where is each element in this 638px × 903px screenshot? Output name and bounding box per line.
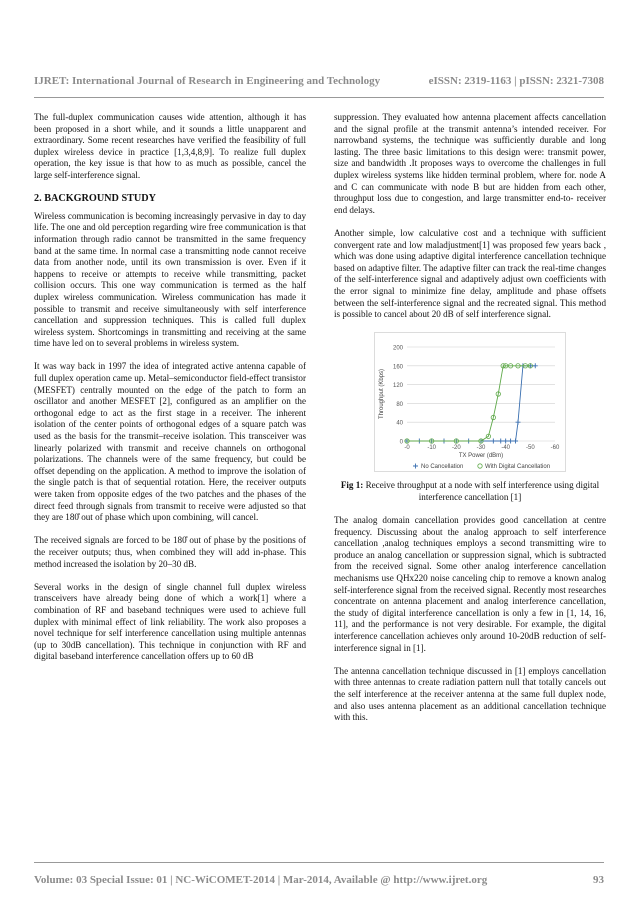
data-point [491,439,496,444]
footer-rule [34,862,604,863]
caption-label: Fig 1: [340,480,364,491]
issn: eISSN: 2319-1163 | pISSN: 2321-7308 [428,75,604,87]
x-axis-label: TX Power (dBm) [458,453,504,460]
y-tick-label: 0 [399,439,403,446]
caption-text: Receive throughput at a node with self interference using digital interference cancellation [1] [365,480,600,502]
page-number: 93 [593,874,604,886]
x-tick-label: -50 [525,445,535,452]
paragraph: suppression. They evaluated how antenna placement affects cancellation and the signal profile at the transmit antenna’s intended receiver. For narrowband systems, the technique was sufficiently durable and long lasting. The three basic limitations to this design were: transmit power, size and bandwidth .It proposes ways to overcome the challenges in full duplex wireless systems like hidden terminal problem, where for. node A and C can communicate with node B but are hidden from each other, throughput loss due to congestion, and large transmitter end-to- receiver end delays. [334,112,606,215]
paragraph: The analog domain cancellation provides good cancellation at centre frequency. Discussing about the analog approach to self interference cancellation ,analog techniques employs a second transmitting wire to produce an analog cancellation or suppression signal, which is subtracted from the received signal. Some other analog interference cancellation mechanisms use QHx220 noise canceling chip to remove a known analog self-interference signal from the received signal. Recently most researches concentrate on antenna placement and analog interference cancellation, the study of digital interference cancellation is only a few in [1, 14, 16, 11], and the performance is not very desirable. For example, the digital interference cancellation achieves only around 10-20dB reduction of self-interference signal in [1]. [334,515,606,653]
x-tick-label: -0 [404,445,410,452]
page-header [34,75,604,87]
paragraph: Several works in the design of single channel full duplex wireless transceivers have already being done of which a work[1] where a combination of RF and baseband techniques were used to achieve full duplex with minimal effect of link reliability. The work also proposes a novel technique for self interference cancellation using multiple antennas (up to 30dB cancellation). This technique in conjunction with RF and digital baseband interference cancellation offers up to 60 dB [34,581,306,662]
throughput-chart [375,333,565,471]
data-point [533,364,538,369]
data-point [503,439,508,444]
y-tick-label: 80 [396,402,403,409]
x-tick-label: -30 [476,445,486,452]
figure-caption [334,480,606,503]
y-tick-label: 120 [392,383,403,390]
left-column [34,112,306,675]
x-tick-label: -10 [427,445,437,452]
footer-info: Volume: 03 Special Issue: 01 | NC-WiCOMET-2014 | Mar-2014, Available @ http://www.ijret.org [34,874,488,886]
page-footer [34,874,604,886]
y-tick-label: 40 [396,420,403,427]
paragraph: The antenna cancellation technique discussed in [1] employs cancellation with three antennas to create radiation pattern null that totally cancels out the self interference at the receiver antenna at the same full duplex node, and also uses antenna placement as an additional cancellation technique with this. [334,665,606,723]
right-column [334,112,606,735]
y-tick-label: 160 [392,364,403,371]
figure-1 [374,332,566,472]
paragraph: Wireless communication is becoming increasingly pervasive in day to day life. The one and old perception regarding wire free communication is that information through radio cannot be transmitted in the same frequency band at the same time. In normal case a transmitting node cannot receive data from another node, until its own transmission is over. Even if it happens to receive or attempts to receive while transmitting, packet collision occurs. This one way communication is termed as the half duplex wireless communication. Wireless communication has made it possible to transmit and receive simultaneously with self interference cancellation and suppression techniques. This is called full duplex wireless system. Shortcomings in transmitting and receiving at the same time have led on to several problems in wireless system. [34,210,306,349]
journal-title: IJRET: International Journal of Research in Engineering and Technology [34,75,381,87]
legend-marker [413,464,418,469]
data-point [508,439,513,444]
legend-label: No Cancellation [421,464,464,471]
data-point [498,439,503,444]
x-tick-label: -20 [451,445,461,452]
section-heading: 2. BACKGROUND STUDY [34,193,156,205]
data-point [516,420,521,425]
x-tick-label: -60 [550,445,560,452]
y-axis-label: Throughput (Kbps) [379,369,385,420]
x-tick-label: -40 [501,445,511,452]
legend-label: With Digital Cancellation [485,464,551,471]
data-point [513,439,518,444]
paragraph: Another simple, low calculative cost and a technique with sufficient convergent rate and low maladjustment[1] was proposed few years back , which was done using adaptive digital interference cancellation technique based on adaptive filter. The adaptive filter can track the real-time changes of the self-interference signal and adaptively adjust own coefficients with the error signal to minimize fine delay, amplitude and phase offsets between the self-interference signal and the recreated signal. This method is possible to cancel about 20 dB of self interference signal. [334,227,606,320]
paragraph: The full-duplex communication causes wide attention, although it has been proposed in a short while, and it sounds a little unapparent and extraordinary. Some recent researches have verified the feasibility of full duplex wireless device in practice [1,3,4,8,9]. To realize full duplex operation, the key issue is that how to as much as possible, cancel the large self-interference signal. [34,112,306,180]
header-rule [34,97,604,98]
y-tick-label: 200 [392,345,403,352]
legend-marker [478,464,482,468]
paragraph: The received signals are forced to be 180̊ out of phase by the positions of the receiver outputs; thus, when combined they will add in-phase. This method increased the isolation by 20–30 dB. [34,535,306,569]
paragraph: It was way back in 1997 the idea of integrated active antenna capable of full duplex operation came up. Metal–semiconductor field-effect transistor (MESFET) centrally mounted on the edge of the patch to form an oscillator and another MESFET [2], configured as an amplifier on the orthogonal edge to act as the first stage in a receiver. The inherent isolation of the center points of orthogonal edges of a square patch was used as the basis for the transmit–receive isolation. This transceiver was linearly polarized with transmit and receive channels on orthogonal polarizations. The channels were of the same frequency, but could be offset depending on the application. A method to improve the isolation of the single patch is that of sequential rotation. Here, the receiver outputs were taken from opposite edges of the two patches and the phases of the direct feed through signals from transmit to receive were adjusted so that they are 180̊ out of phase which upon combining, will cancel. [34,361,306,523]
